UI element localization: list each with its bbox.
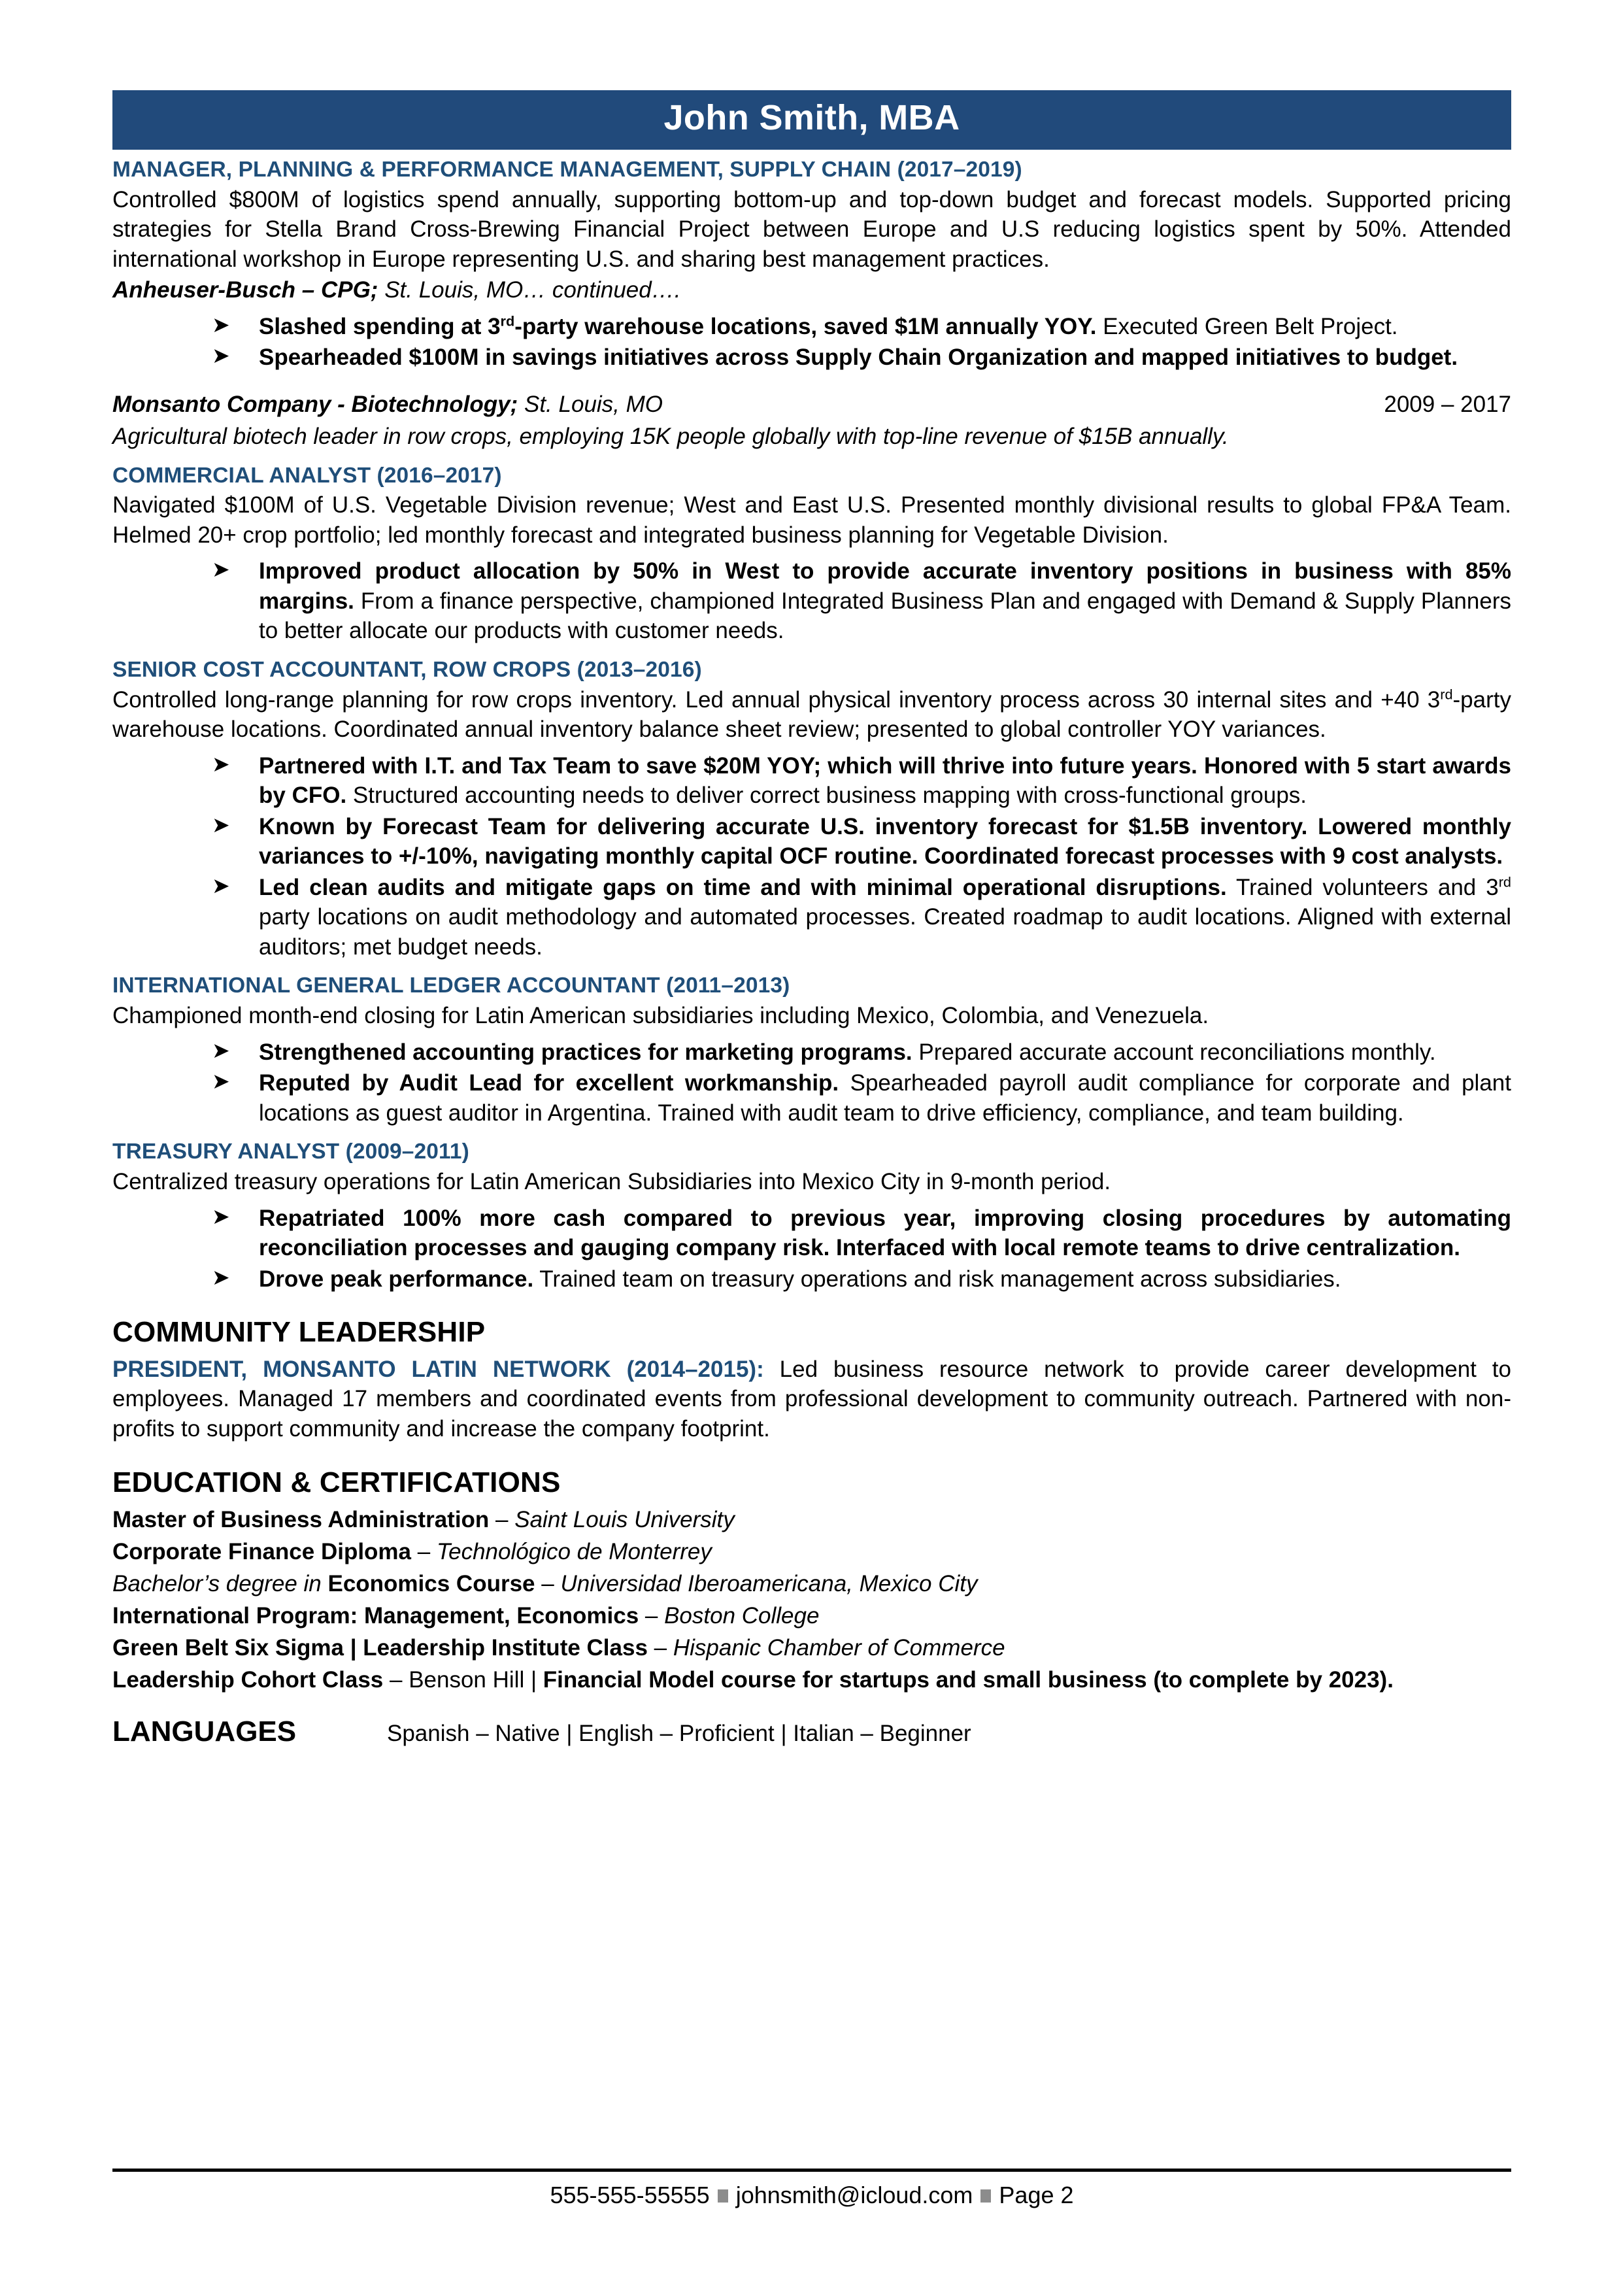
bullet-bold: Improved product allocation by 50% in West to provide accurate inventory positions in business with 85% margins.	[259, 558, 1511, 614]
bullet-list-manager-planning	[112, 312, 1511, 373]
role-paragraph-treasury-analyst: Centralized treasury operations for Latin American Subsidiaries into Mexico City in 9-month period.	[112, 1169, 1111, 1195]
education-degree: Master of Business Administration	[112, 1506, 490, 1532]
role-paragraph-commercial-analyst: Navigated $100M of U.S. Vegetable Division revenue; West and East U.S. Presented monthly divisional results to global FP&A Team. Helmed 20+ crop portfolio; led monthly forecast and integrated business planning for Vegetable Division.	[112, 492, 1511, 548]
education-line	[112, 1504, 1511, 1536]
role-heading-treasury-analyst: TREASURY ANALYST (2009–2011)	[112, 1140, 469, 1164]
role-heading-manager-planning: MANAGER, PLANNING & PERFORMANCE MANAGEMENT, SUPPLY CHAIN (2017–2019)	[112, 157, 1022, 182]
bullet-bold: Strengthened accounting practices for marketing programs.	[259, 1039, 912, 1065]
paragraph-pre: Controlled long-range planning for row crops inventory. Led annual physical inventory process across 30 internal sites and +40 3	[112, 686, 1441, 713]
bullet-bold-pre: Slashed spending at 3	[259, 313, 501, 339]
arrow-bullet-icon: ➤	[212, 557, 230, 582]
list-item	[212, 1204, 1511, 1263]
list-item	[212, 556, 1511, 646]
bullet-bold: Drove peak performance.	[259, 1266, 534, 1292]
list-item	[212, 343, 1511, 373]
role-paragraph-manager-planning: Controlled $800M of logistics spend annually, supporting bottom-up and top-down budget and forecast models. Supported pricing strategies for Stella Brand Cross-Brewing Financial Project between Europe and U.S reducing logistics spent by 50%. Attended international workshop in Europe representing U.S. and sharing best management practices.	[112, 186, 1511, 272]
community-lead-role: PRESIDENT, MONSANTO LATIN NETWORK (2014–2015):	[112, 1356, 764, 1382]
bullet-list-treasury-analyst	[112, 1204, 1511, 1294]
education-dash: –	[489, 1506, 515, 1532]
list-item	[212, 812, 1511, 871]
role-heading-senior-cost-accountant: SENIOR COST ACCOUNTANT, ROW CROPS (2013–2016)	[112, 657, 702, 682]
continued-company-name: Anheuser-Busch – CPG;	[112, 277, 378, 303]
list-item	[212, 1068, 1511, 1128]
education-institution: Universidad Iberoamericana, Mexico City	[560, 1570, 978, 1596]
bullet-bold: Led clean audits and mitigate gaps on time and with minimal operational disruptions.	[259, 874, 1227, 900]
list-item	[212, 873, 1511, 962]
company-dates: 2009 – 2017	[1384, 391, 1511, 417]
education-institution: Saint Louis University	[514, 1506, 735, 1532]
continued-company-location: St. Louis, MO… continued….	[378, 277, 681, 303]
footer-divider	[112, 2169, 1511, 2172]
footer-phone: 555-555-55555	[550, 2182, 710, 2208]
education-institution: Boston College	[664, 1602, 820, 1629]
education-dash: –	[383, 1666, 409, 1693]
company-location: St. Louis, MO	[518, 391, 663, 417]
education-degree: Leadership Cohort Class	[112, 1666, 384, 1693]
company-name-and-location	[112, 390, 663, 420]
education-line	[112, 1632, 1511, 1664]
bullet-rest-post: party locations on audit methodology and automated processes. Created roadmap to audit locations. Aligned with external auditors; met budget needs.	[259, 904, 1511, 960]
bullet-superscript: rd	[500, 312, 515, 329]
bullet-bold-post: -party warehouse locations, saved $1M annually YOY.	[514, 313, 1097, 339]
bullet-bold: Reputed by Audit Lead for excellent workmanship.	[259, 1070, 839, 1096]
education-institution: Technológico de Monterrey	[436, 1538, 712, 1564]
education-degree: International Program: Management, Economics	[112, 1602, 639, 1629]
education-line	[112, 1536, 1511, 1568]
role-heading-international-gl-accountant: INTERNATIONAL GENERAL LEDGER ACCOUNTANT (2011–2013)	[112, 973, 790, 998]
company-tagline: Agricultural biotech leader in row crops, employing 15K people globally with top-line revenue of $15B annually.	[112, 424, 1229, 450]
role-paragraph-senior-cost-accountant	[112, 685, 1511, 745]
community-paragraph	[112, 1355, 1511, 1444]
bullet-superscript: rd	[1498, 873, 1511, 890]
bullet-list-senior-cost-accountant	[112, 751, 1511, 962]
education-institution: Hispanic Chamber of Commerce	[673, 1634, 1005, 1661]
bullet-rest: Spearheaded payroll audit compliance for corporate and plant locations as guest auditor in Argentina. Trained with audit team to drive efficiency, compliance, and team building.	[259, 1070, 1511, 1126]
paragraph-superscript: rd	[1440, 686, 1453, 703]
education-line	[112, 1664, 1511, 1696]
role-paragraph-international-gl-accountant: Championed month-end closing for Latin American subsidiaries including Mexico, Colombia, and Venezuela.	[112, 1003, 1209, 1029]
bullet-bold: Repatriated 100% more cash compared to previous year, improving closing procedures by automating reconciliation processes and gauging company risk. Interfaced with local remote teams to drive centralization.	[259, 1205, 1511, 1261]
arrow-bullet-icon: ➤	[212, 1038, 230, 1062]
section-heading-education: EDUCATION & CERTIFICATIONS	[112, 1466, 561, 1499]
arrow-bullet-icon: ➤	[212, 1264, 230, 1289]
section-heading-community-leadership: COMMUNITY LEADERSHIP	[112, 1316, 486, 1349]
company-name: Monsanto Company - Biotechnology;	[112, 391, 518, 417]
languages-row	[112, 1715, 1511, 1749]
education-line	[112, 1600, 1511, 1632]
education-lead: Bachelor’s degree in	[112, 1570, 328, 1596]
education-dash: –	[647, 1634, 673, 1661]
community-body: Led business resource network to provide career development to employees. Managed 17 members and coordinated events from professional development to community outreach. Partnered with non-profits to support community and increase the company footprint.	[112, 1356, 1511, 1442]
list-item	[212, 1264, 1511, 1294]
company-header-monsanto	[112, 390, 1511, 420]
education-degree: Economics Course	[327, 1570, 535, 1596]
name-banner: John Smith, MBA	[112, 90, 1511, 150]
bullet-bold: Known by Forecast Team for delivering accurate U.S. inventory forecast for $1.5B inventory. Lowered monthly variances to +/-10%, navigating monthly capital OCF routine. Coordinated forecast processes with 9 cost analysts.	[259, 813, 1511, 869]
footer	[112, 2181, 1511, 2209]
bullet-list-international-gl-accountant	[112, 1038, 1511, 1128]
footer-separator-square-icon	[718, 2189, 728, 2203]
arrow-bullet-icon: ➤	[212, 812, 230, 837]
education-line	[112, 1568, 1511, 1600]
footer-separator-square-icon	[980, 2189, 991, 2203]
role-heading-commercial-analyst: COMMERCIAL ANALYST (2016–2017)	[112, 463, 502, 488]
bullet-rest: Structured accounting needs to deliver correct business mapping with cross-functional groups.	[346, 783, 1307, 809]
bullet-rest: Prepared accurate account reconciliations monthly.	[912, 1039, 1436, 1065]
bullet-rest: Executed Green Belt Project.	[1096, 313, 1398, 339]
continued-company-line	[112, 275, 1511, 305]
arrow-bullet-icon: ➤	[212, 312, 230, 337]
bullet-rest: From a finance perspective, championed Integrated Business Plan and engaged with Demand & Supply Planners to better allocate our products with customer needs.	[259, 588, 1511, 644]
resume-content	[112, 90, 1511, 1748]
footer-email: johnsmith@icloud.com	[735, 2182, 973, 2208]
arrow-bullet-icon: ➤	[212, 1069, 230, 1094]
bullet-bold-pre: Spearheaded $100M in savings initiatives across Supply Chain Organization and mapped initiatives to budget.	[259, 345, 1458, 371]
arrow-bullet-icon: ➤	[212, 873, 230, 898]
arrow-bullet-icon: ➤	[212, 1204, 230, 1228]
education-dash: –	[411, 1538, 437, 1564]
education-degree: Green Belt Six Sigma | Leadership Institute Class	[112, 1634, 648, 1661]
education-institution-plain: Benson Hill |	[409, 1666, 543, 1693]
bullet-rest-pre: Trained volunteers and 3	[1226, 874, 1499, 900]
languages-value: Spanish – Native | English – Proficient | Italian – Beginner	[387, 1720, 971, 1746]
education-extra-course: Financial Model course for startups and small business (to complete by 2023).	[543, 1666, 1394, 1693]
education-dash: –	[535, 1570, 561, 1596]
list-item	[212, 312, 1511, 342]
section-heading-languages: LANGUAGES	[112, 1715, 297, 1747]
bullet-rest: Trained team on treasury operations and risk management across subsidiaries.	[533, 1266, 1341, 1292]
paragraph-post: -party warehouse locations. Coordinated annual inventory balance sheet review; presented to global controller YOY variances.	[112, 686, 1511, 743]
list-item	[212, 1038, 1511, 1068]
bullet-list-commercial-analyst	[112, 556, 1511, 646]
arrow-bullet-icon: ➤	[212, 343, 230, 368]
list-item	[212, 751, 1511, 811]
education-degree: Corporate Finance Diploma	[112, 1538, 412, 1564]
footer-page-number: Page 2	[999, 2182, 1074, 2208]
bullet-bold: Partnered with I.T. and Tax Team to save $20M YOY; which will thrive into future years. Honored with 5 start awards by CFO.	[259, 752, 1511, 809]
arrow-bullet-icon: ➤	[212, 751, 230, 776]
education-dash: –	[639, 1602, 665, 1629]
